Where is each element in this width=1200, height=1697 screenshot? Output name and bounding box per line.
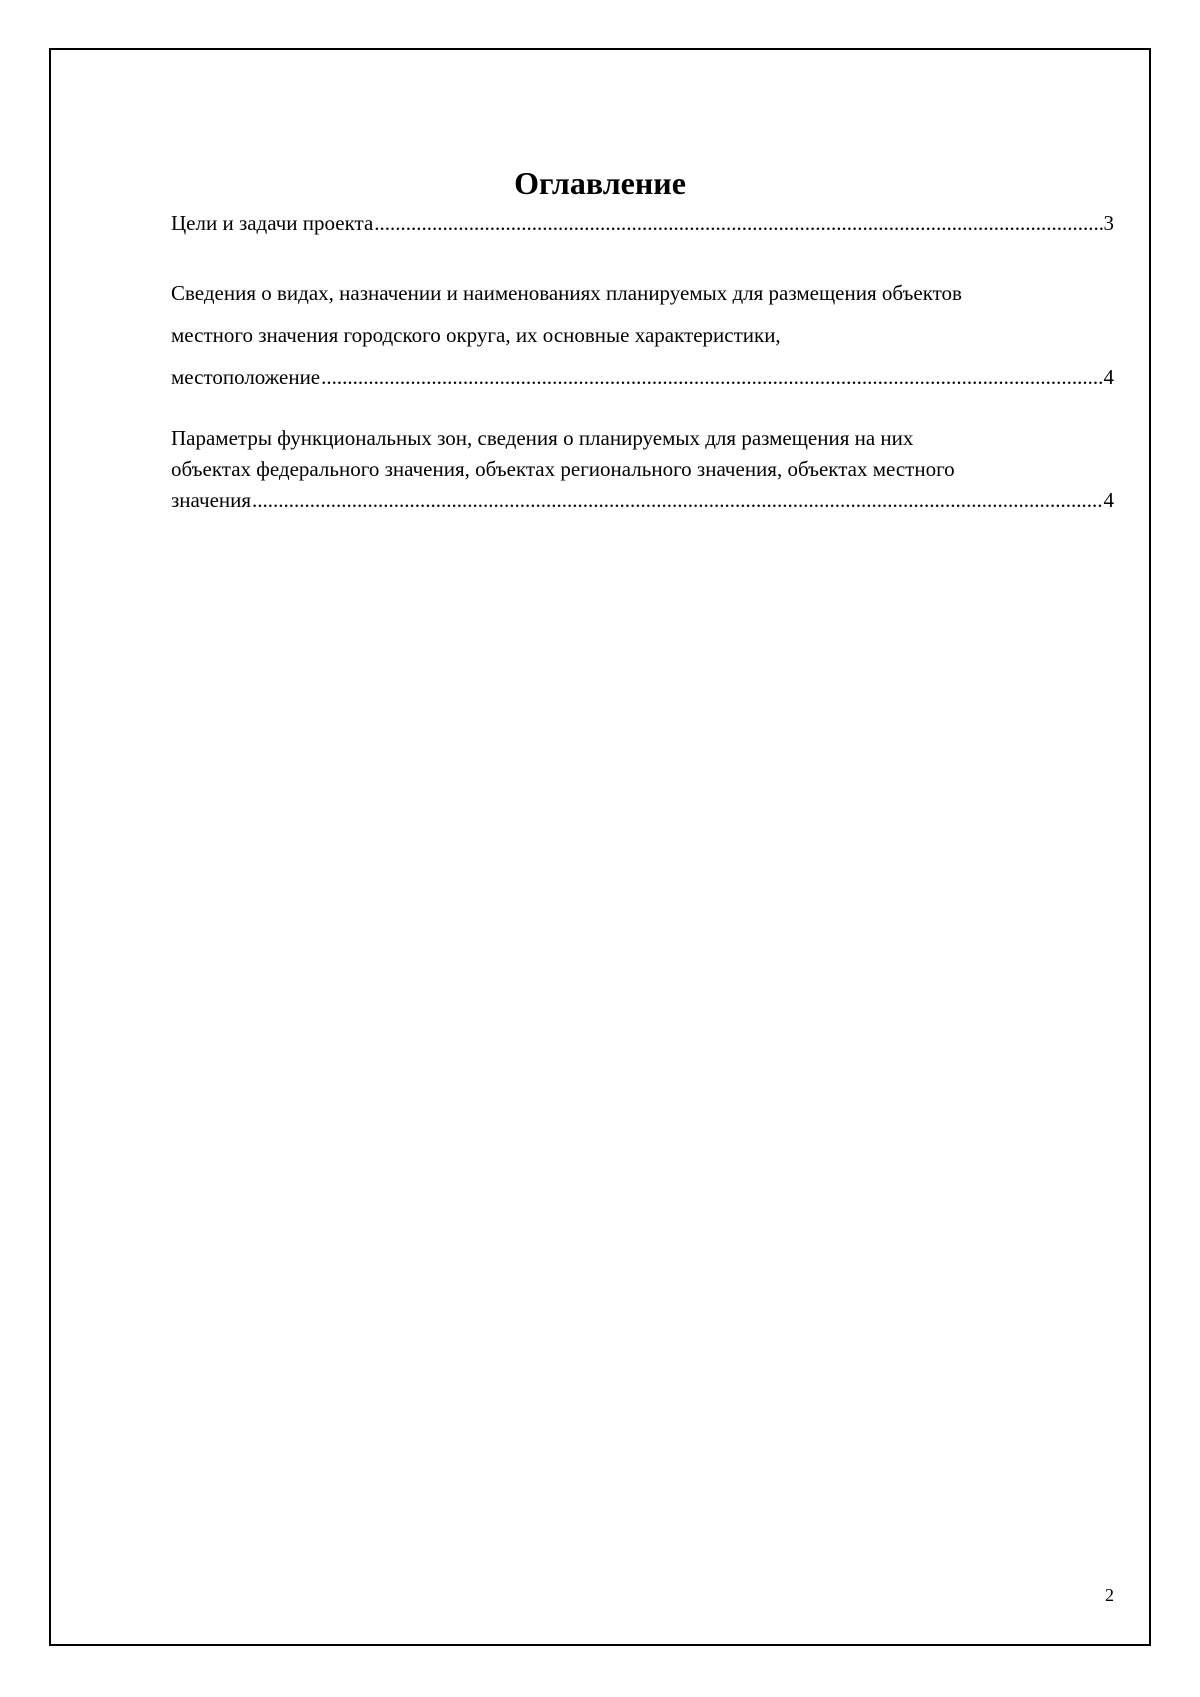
toc-entry-text-line: местного значения городского округа, их основные характеристики, bbox=[171, 323, 781, 347]
toc-entry-line bbox=[171, 485, 1114, 516]
toc-entry-page: 4 bbox=[1103, 365, 1114, 389]
dot-leader bbox=[321, 356, 1102, 398]
toc-entry-line bbox=[171, 208, 1114, 238]
toc-entry-line bbox=[171, 356, 1114, 398]
toc-title: Оглавление bbox=[514, 165, 686, 201]
toc-entry-local-objects[interactable] bbox=[171, 272, 1114, 398]
page-number: 2 bbox=[1105, 1585, 1114, 1605]
toc-entry-page: 4 bbox=[1103, 488, 1114, 512]
toc-entry-label: местоположение bbox=[171, 365, 321, 389]
toc-entry-text-line: объектах федерального значения, объектах регионального значения, объектах местного bbox=[171, 457, 955, 481]
toc-entry-text-line: Сведения о видах, назначении и наименованиях планируемых для размещения объектов bbox=[171, 281, 962, 305]
toc-entry-functional-zones[interactable] bbox=[171, 423, 1114, 516]
toc-entry-goals[interactable] bbox=[171, 208, 1114, 238]
toc-entry-text-line: Параметры функциональных зон, сведения о планируемых для размещения на них bbox=[171, 426, 914, 450]
dot-leader bbox=[374, 208, 1102, 238]
dot-leader bbox=[252, 485, 1102, 516]
toc-entry-label: Цели и задачи проекта bbox=[171, 211, 374, 235]
toc-entry-page: 3 bbox=[1103, 211, 1114, 235]
toc-entry-label: значения bbox=[171, 488, 252, 512]
